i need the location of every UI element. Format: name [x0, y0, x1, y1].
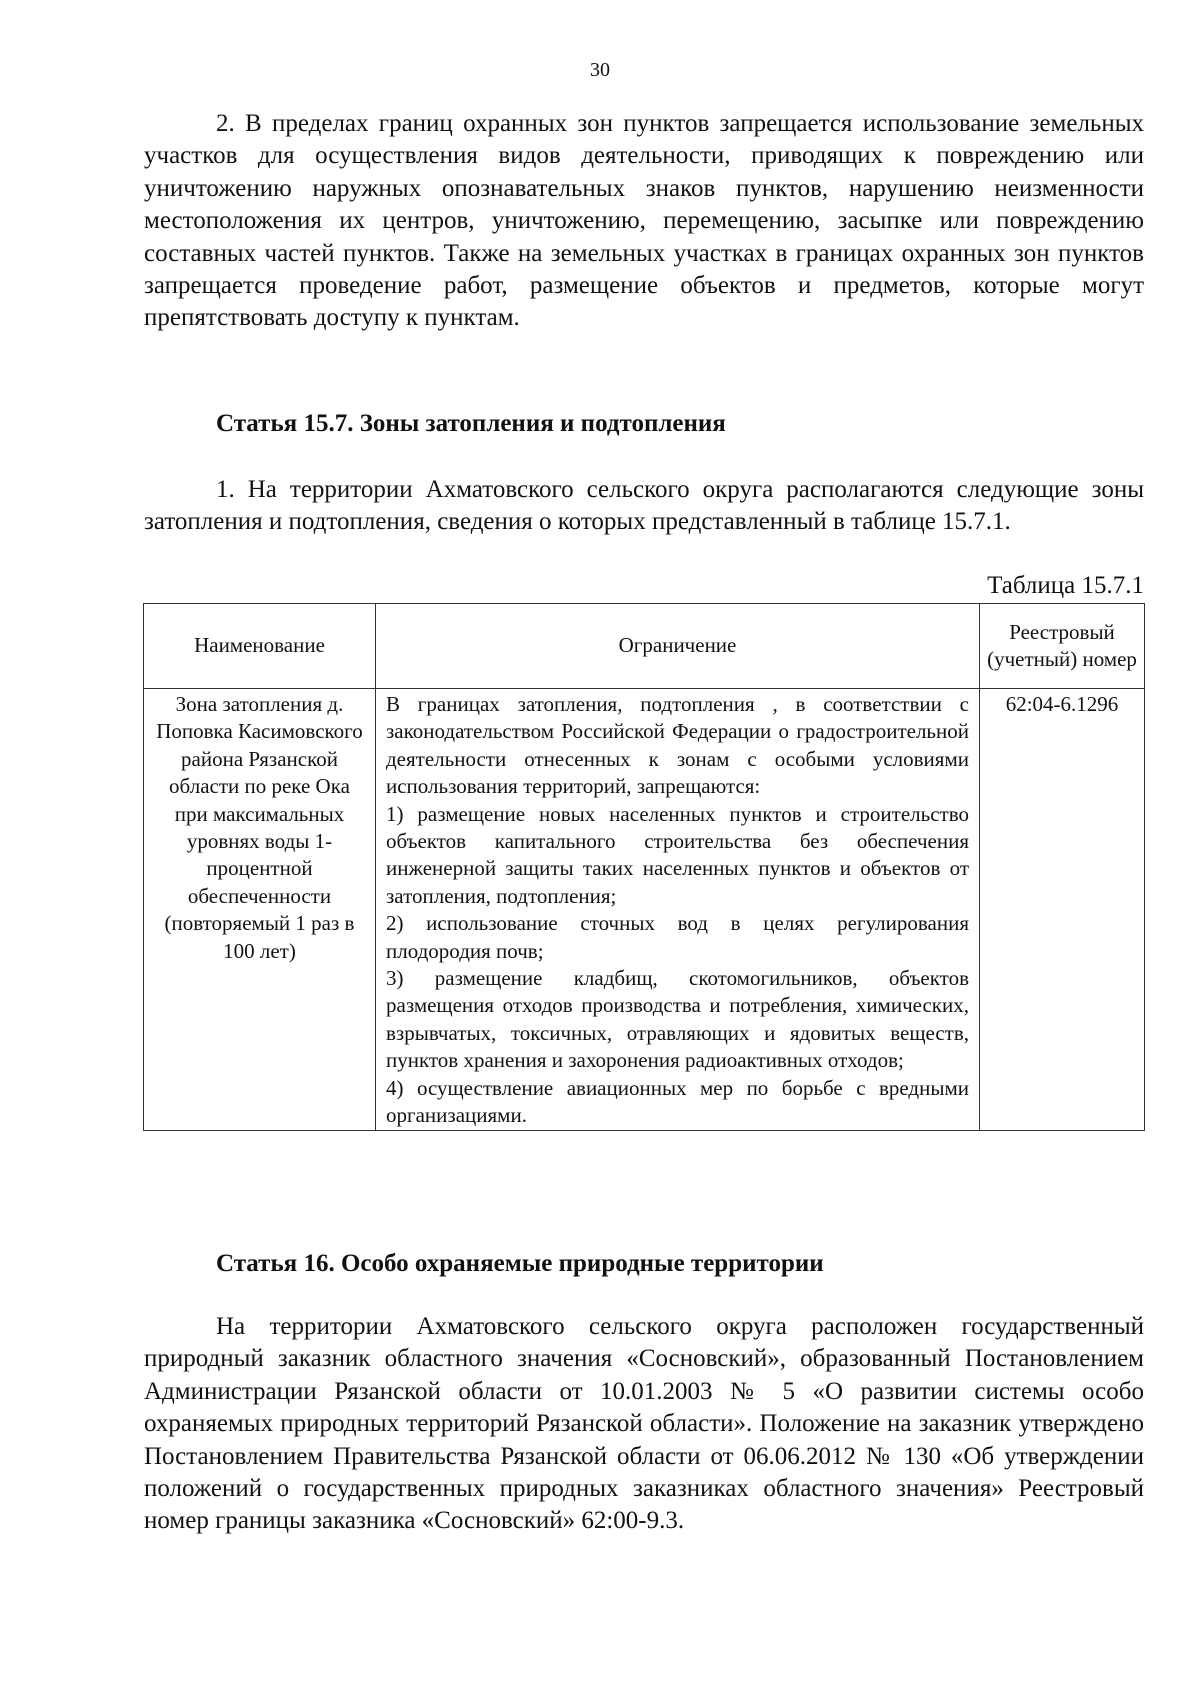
cell-restriction — [376, 689, 980, 1131]
paragraph-protected-areas: На территории Ахматовского сельского округа расположен государственный природный заказник областного значения «Сосновский», образованный Постановлением Администрации Рязанской области от 10.01.2003 № 5 «О развитии системы особо охраняемых природных территорий Рязанской области». Положение на заказник утверждено Постановлением Правительства Рязанской области от 06.06.2012 № 130 «Об утверждении положений о государственных природных заказниках областного значения» Реестровый номер границы заказника «Сосновский» 62:00-9.3. — [144, 1313, 1144, 1535]
cell-zone-name: Зона затопления д. Поповка Касимовского района Рязанской области по реке Ока при максимальных уровнях воды 1-процентной обеспеченности (повторяемый 1 раз в 100 лет) — [144, 689, 376, 1131]
table-caption: Таблица 15.7.1 — [987, 572, 1144, 599]
restriction-intro: В границах затопления, подтопления , в соответствии с законодательством Российской Федерации о градостроительной деятельности отнесенных к зонам с особыми условиями использования территорий, запрещаются: — [386, 692, 969, 799]
header-registry: Реестровый (учетный) номер — [980, 604, 1145, 689]
table-header-row — [144, 604, 1145, 689]
paragraph-protection-zones: 2. В пределах границ охранных зон пунктов запрещается использование земельных участков для осуществления видов деятельности, приводящих к повреждению или уничтожению наружных опознавательных знаков пунктов, нарушению неизменности местоположения их центров, уничтожению, перемещению, засыпке или повреждению составных частей пунктов. Также на земельных участках в границах охранных зон пунктов запрещается проведение работ, размещение объектов и предметов, которые могут препятствовать доступу к пунктам. — [144, 110, 1144, 332]
heading-article-15-7: Статья 15.7. Зоны затопления и подтопления — [216, 410, 726, 437]
cell-registry-number: 62:04-6.1296 — [980, 689, 1145, 1131]
restriction-item-3: 3) размещение кладбищ, скотомогильников, объектов размещения отходов производства и потребления, химических, взрывчатых, токсичных, отравляющих и ядовитых веществ, пунктов хранения и захоронения радиоактивных отходов; — [386, 966, 969, 1073]
restriction-item-1: 1) размещение новых населенных пунктов и строительство объектов капитального строительства без обеспечения инженерной защиты таких населенных пунктов и объектов от затопления, подтопления; — [386, 801, 969, 908]
table-row — [144, 689, 1145, 1131]
restriction-item-4: 4) осуществление авиационных мер по борьбе с вредными организациями. — [386, 1075, 969, 1128]
flood-zones-table — [143, 603, 1145, 1131]
restriction-item-2: 2) использование сточных вод в целях регулирования плодородия почв; — [386, 911, 969, 963]
header-name: Наименование — [144, 604, 376, 689]
paragraph-flood-zones: 1. На территории Ахматовского сельского округа располагаются следующие зоны затопления и подтопления, сведения о которых представленный в таблице 15.7.1. — [144, 476, 1144, 536]
heading-article-16: Статья 16. Особо охраняемые природные территории — [216, 1250, 824, 1277]
header-restriction: Ограничение — [376, 604, 980, 689]
page-number: 30 — [590, 59, 610, 81]
